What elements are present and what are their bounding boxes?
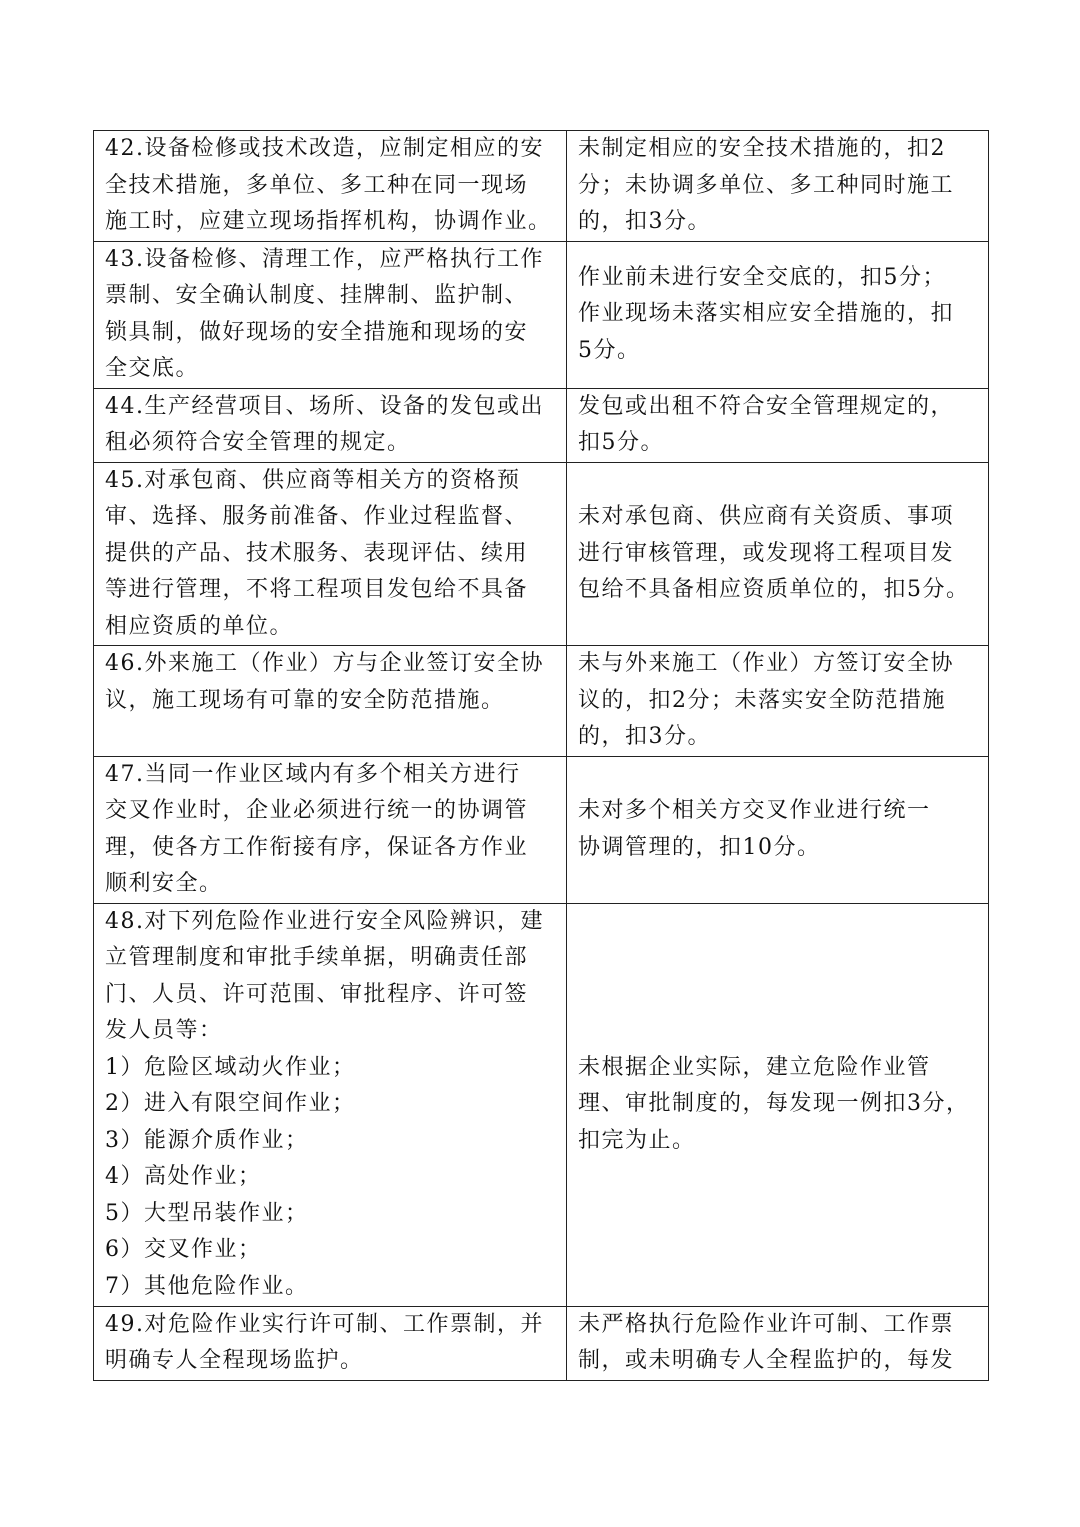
requirement-line: 门、人员、许可范围、审批程序、许可签 bbox=[105, 981, 529, 1007]
table-row bbox=[94, 131, 989, 242]
scoring-cell bbox=[567, 1306, 989, 1380]
requirement-line: 全技术措施，多单位、多工种在同一现场 bbox=[105, 172, 529, 198]
requirement-line: 2）进入有限空间作业； bbox=[105, 1091, 356, 1116]
requirement-line: 5）大型吊装作业； bbox=[105, 1200, 309, 1226]
scoring-line: 作业前未进行安全交底的，扣5分； bbox=[578, 264, 946, 290]
scoring-line: 协调管理的，扣10分。 bbox=[578, 834, 821, 860]
scoring-line: 理、审批制度的，每发现一例扣3分， bbox=[578, 1091, 970, 1117]
requirement-line: 4）高处作业； bbox=[105, 1164, 262, 1189]
table-row bbox=[94, 388, 989, 462]
table-row bbox=[94, 903, 989, 1306]
requirement-line: 明确专人全程现场监护。 bbox=[105, 1348, 364, 1373]
requirement-line: 3）能源介质作业； bbox=[105, 1127, 309, 1153]
requirement-line: 45.对承包商、供应商等相关方的资格预 bbox=[105, 467, 521, 493]
table-row bbox=[94, 646, 989, 757]
requirement-line: 票制、安全确认制度、挂牌制、监护制、 bbox=[105, 283, 529, 308]
scoring-line: 未对承包商、供应商有关资质、事项 bbox=[578, 504, 955, 529]
requirement-cell bbox=[94, 241, 567, 388]
requirement-cell bbox=[94, 1306, 567, 1380]
table-row bbox=[94, 462, 989, 646]
table-body bbox=[94, 131, 989, 1381]
requirement-line: 立管理制度和审批手续单据，明确责任部 bbox=[105, 945, 529, 970]
requirement-cell bbox=[94, 131, 567, 242]
requirement-line: 租必须符合安全管理的规定。 bbox=[105, 430, 411, 455]
scoring-line: 的，扣3分。 bbox=[578, 724, 711, 749]
requirement-line: 顺利安全。 bbox=[105, 871, 223, 896]
requirement-line: 发人员等： bbox=[105, 1018, 223, 1043]
scoring-line: 的，扣3分。 bbox=[578, 209, 711, 234]
requirement-line: 审、选择、服务前准备、作业过程监督、 bbox=[105, 504, 529, 529]
requirement-line: 交叉作业时，企业必须进行统一的协调管 bbox=[105, 798, 529, 823]
scoring-line: 未制定相应的安全技术措施的，扣2 bbox=[578, 136, 946, 161]
requirement-line: 46.外来施工（作业）方与企业签订安全协 bbox=[105, 651, 544, 676]
scoring-line: 未根据企业实际，建立危险作业管 bbox=[578, 1054, 931, 1080]
table-row bbox=[94, 1306, 989, 1380]
scoring-line: 扣5分。 bbox=[578, 430, 664, 455]
scoring-line: 未对多个相关方交叉作业进行统一 bbox=[578, 798, 931, 823]
requirement-line: 42.设备检修或技术改造，应制定相应的安 bbox=[105, 136, 544, 161]
requirement-line: 6）交叉作业； bbox=[105, 1237, 262, 1262]
requirement-line: 理，使各方工作衔接有序，保证各方作业 bbox=[105, 834, 529, 860]
scoring-line: 发包或出租不符合安全管理规定的， bbox=[578, 393, 955, 419]
requirement-cell bbox=[94, 388, 567, 462]
requirement-line: 7）其他危险作业。 bbox=[105, 1273, 309, 1299]
scoring-cell bbox=[567, 646, 989, 757]
requirement-line: 议，施工现场有可靠的安全防范措施。 bbox=[105, 687, 505, 713]
scoring-cell bbox=[567, 903, 989, 1306]
table-row bbox=[94, 241, 989, 388]
scoring-line: 包给不具备相应资质单位的，扣5分。 bbox=[578, 577, 970, 602]
requirement-cell bbox=[94, 646, 567, 757]
scoring-cell bbox=[567, 388, 989, 462]
requirement-cell bbox=[94, 462, 567, 646]
scoring-line: 制，或未明确专人全程监护的，每发 bbox=[578, 1348, 955, 1373]
requirement-line: 1）危险区域动火作业； bbox=[105, 1054, 356, 1080]
requirement-line: 47.当同一作业区域内有多个相关方进行 bbox=[105, 761, 521, 787]
requirement-line: 等进行管理，不将工程项目发包给不具备 bbox=[105, 577, 529, 602]
scoring-line: 作业现场未落实相应安全措施的，扣 bbox=[578, 301, 955, 327]
requirement-line: 44.生产经营项目、场所、设备的发包或出 bbox=[105, 393, 544, 419]
requirement-line: 49.对危险作业实行许可制、工作票制，并 bbox=[105, 1311, 544, 1337]
scoring-line: 扣完为止。 bbox=[578, 1127, 696, 1153]
scoring-cell bbox=[567, 241, 989, 388]
scoring-line: 5分。 bbox=[578, 337, 641, 363]
scoring-line: 分；未协调多单位、多工种同时施工 bbox=[578, 172, 955, 198]
scoring-line: 进行审核管理，或发现将工程项目发 bbox=[578, 540, 955, 566]
requirement-line: 相应资质的单位。 bbox=[105, 613, 294, 639]
requirement-cell bbox=[94, 903, 567, 1306]
standards-table bbox=[93, 130, 989, 1381]
requirement-line: 全交底。 bbox=[105, 356, 200, 381]
scoring-cell bbox=[567, 131, 989, 242]
scoring-cell bbox=[567, 756, 989, 903]
scoring-line: 未严格执行危险作业许可制、工作票 bbox=[578, 1311, 955, 1337]
requirement-line: 43.设备检修、清理工作，应严格执行工作 bbox=[105, 246, 544, 272]
requirement-line: 48.对下列危险作业进行安全风险辨识，建 bbox=[105, 908, 544, 934]
requirement-cell bbox=[94, 756, 567, 903]
scoring-line: 未与外来施工（作业）方签订安全协 bbox=[578, 651, 955, 676]
scoring-line: 议的，扣2分；未落实安全防范措施 bbox=[578, 687, 946, 713]
requirement-line: 锁具制，做好现场的安全措施和现场的安 bbox=[105, 319, 529, 345]
table-row bbox=[94, 756, 989, 903]
scoring-cell bbox=[567, 462, 989, 646]
requirement-line: 提供的产品、技术服务、表现评估、续用 bbox=[105, 540, 529, 566]
requirement-line: 施工时，应建立现场指挥机构，协调作业。 bbox=[105, 209, 552, 234]
